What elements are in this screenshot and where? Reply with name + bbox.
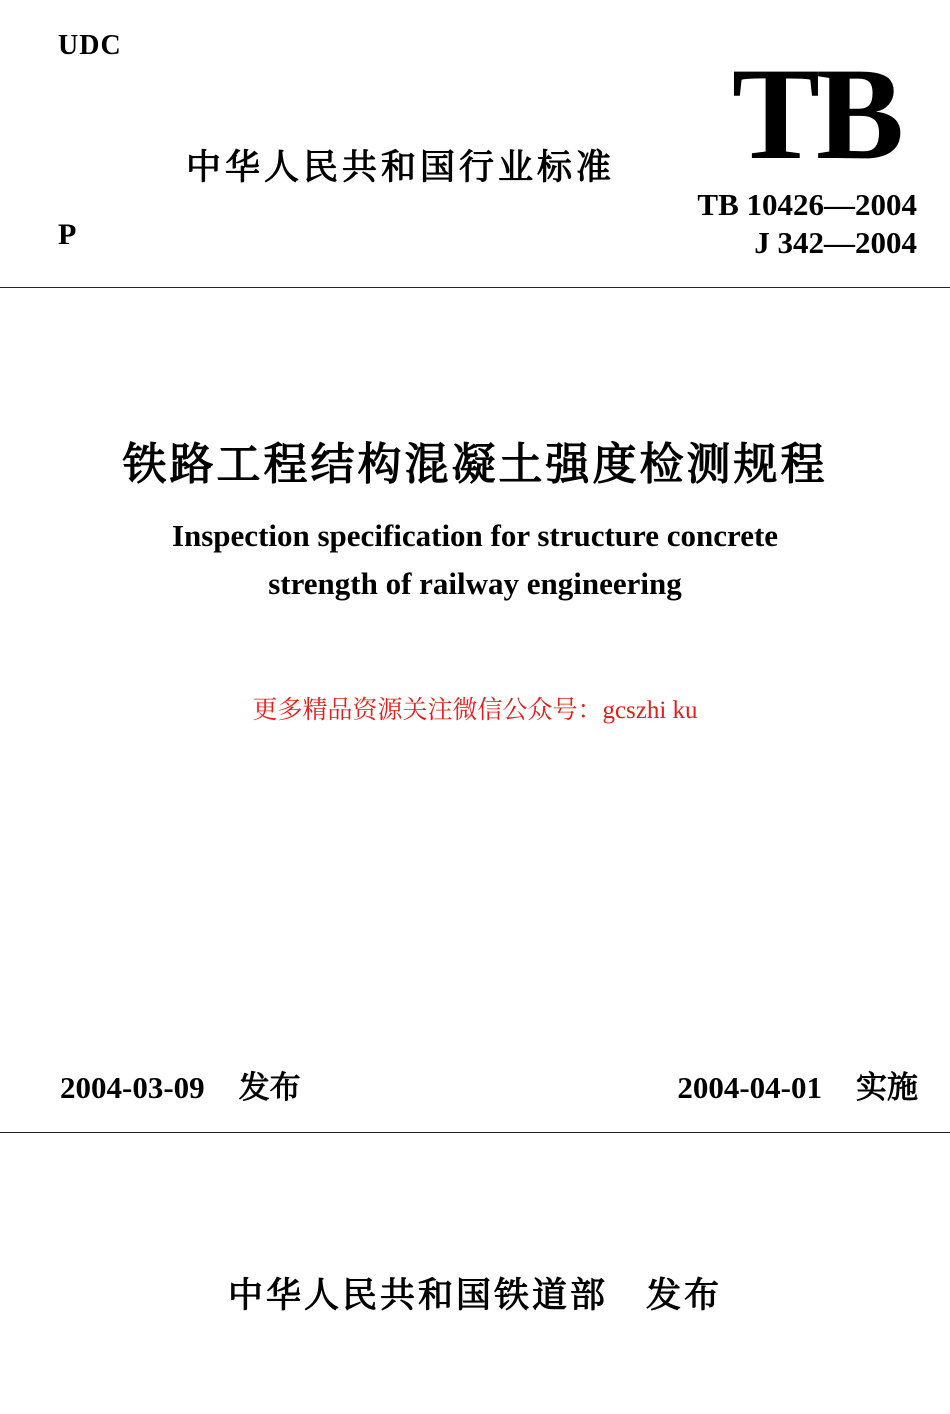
effective-date-block [677, 1062, 918, 1107]
standard-codes [697, 186, 917, 262]
issue-date: 2004-03-09 [60, 1070, 205, 1105]
code-secondary: J 342—2004 [754, 225, 917, 260]
issue-label: 发布 [238, 1070, 301, 1106]
effective-label: 实施 [856, 1070, 918, 1106]
code-primary: TB 10426—2004 [697, 187, 917, 222]
category-label: P [58, 218, 77, 251]
standard-type-heading: 中华人民共和国行业标准 [186, 148, 616, 188]
issue-date-block [60, 1062, 301, 1107]
title-chinese: 铁路工程结构混凝土强度检测规程 [122, 439, 828, 490]
issuer-line [0, 1268, 950, 1318]
udc-label: UDC [58, 30, 122, 61]
bottom-divider [0, 1132, 950, 1133]
title-english-line2: strength of railway engineering [268, 566, 682, 601]
effective-date: 2004-04-01 [677, 1070, 822, 1105]
issuer-name: 中华人民共和国铁道部 [227, 1276, 608, 1316]
tb-logo: TB [731, 40, 900, 187]
title-english [0, 512, 950, 608]
top-divider [0, 287, 950, 288]
title-english-line1: Inspection specification for structure concrete [171, 518, 779, 553]
issuer-label: 发布 [646, 1276, 723, 1316]
promo-text: 更多精品资源关注微信公众号：gcszhi ku [252, 697, 698, 724]
